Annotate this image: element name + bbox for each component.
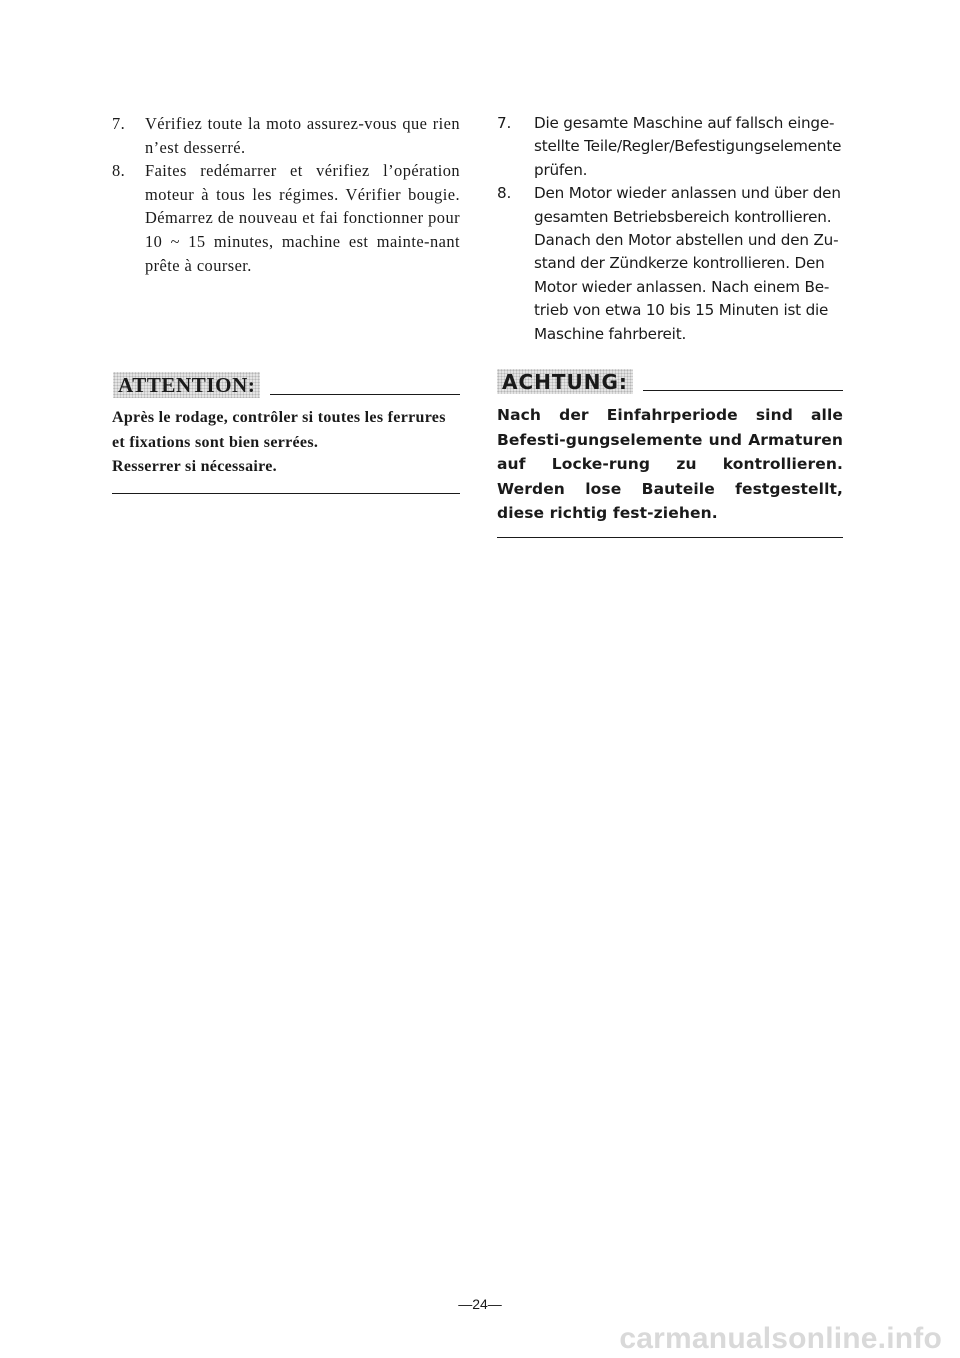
notice-bottom-rule	[497, 537, 843, 538]
german-column	[497, 112, 843, 538]
french-step-8	[112, 159, 460, 277]
achtung-text: Nach der Einfahrperiode sind alle Befesti-gungselemente und Armaturen auf Locke-rung zu kontrollieren. Werden lose Bauteile festgestellt, diese richtig fest-ziehen.	[497, 406, 843, 523]
attention-title: ATTENTION:	[113, 372, 260, 398]
french-steps	[112, 112, 460, 277]
step-text: Vérifiez toute la moto assurez-vous que rien n’est desserré.	[145, 114, 460, 157]
notice-header	[497, 369, 843, 394]
attention-line: Resserrer si nécessaire.	[112, 457, 277, 475]
german-steps	[497, 112, 843, 346]
step-number: 7.	[112, 114, 126, 133]
french-attention-notice	[112, 372, 460, 494]
step-number: 8.	[112, 161, 126, 181]
french-step-7	[112, 112, 460, 159]
header-rule	[643, 390, 843, 391]
header-rule	[270, 394, 460, 395]
page-number: —24—	[458, 1296, 502, 1312]
notice-bottom-rule	[112, 493, 460, 494]
german-step-7	[497, 112, 843, 182]
notice-header	[112, 372, 460, 398]
step-number: 7.	[497, 114, 512, 132]
step-number: 8.	[497, 184, 512, 203]
step-text: Die gesamte Maschine auf fallsch einge-stellte Teile/Regler/Befestigungselemente prüfen.	[534, 114, 842, 179]
french-column	[112, 112, 460, 494]
step-text: Den Motor wieder anlassen und über den gesamten Betriebsbereich kontrollieren. Danach den Motor abstellen und den Zu-stand der Zündkerze kontrollieren. Den Motor wieder anlassen. Nach einem Be-trieb von etwa 10 bis 15 Minuten ist die Maschine fahrbereit.	[534, 184, 841, 343]
attention-line: et fixations sont bien serrées.	[112, 433, 319, 451]
step-text: Faites redémarrer et vérifiez l’opération moteur à tous les régimes. Vérifier bougie. Démarrez de nouveau et fai fonctionner pour 10 ~ 15 minutes, machine est mainte-nant prête à courser.	[145, 161, 460, 275]
attention-line: Après le rodage, contrôler si toutes les ferrures	[112, 409, 446, 427]
german-achtung-notice	[497, 369, 843, 538]
watermark: carmanualsonline.info	[619, 1322, 942, 1355]
attention-text	[112, 406, 460, 479]
german-step-8	[497, 182, 843, 346]
achtung-title: ACHTUNG:	[497, 369, 633, 394]
